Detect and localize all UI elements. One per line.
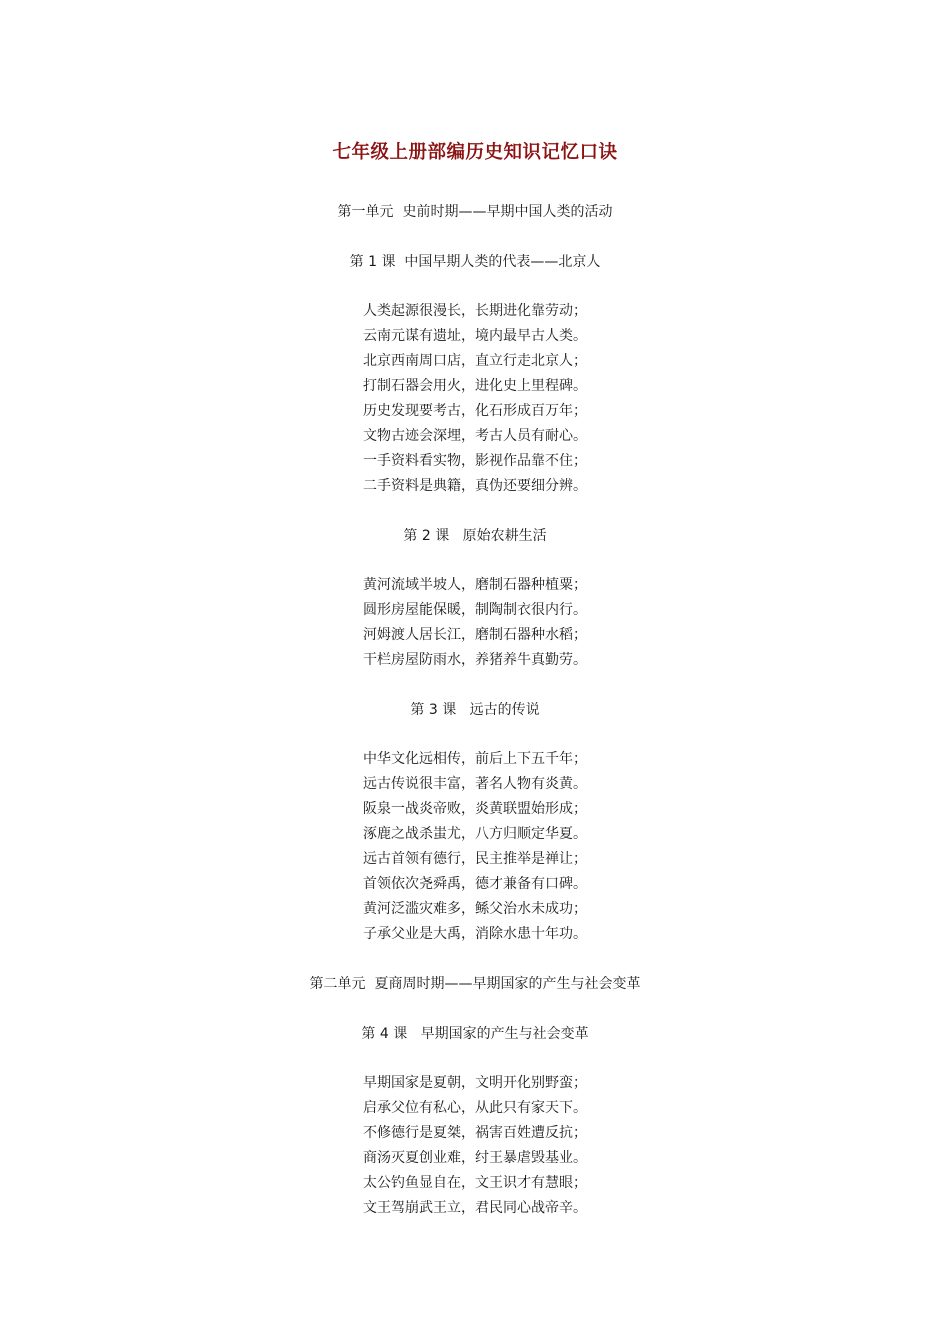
lesson-4-heading: 第 4 课 早期国家的产生与社会变革	[361, 1026, 589, 1042]
verse-line: 河姆渡人居长江，磨制石器种水稻；	[363, 627, 587, 643]
verse-line: 黄河流域半坡人，磨制石器种植粟；	[363, 577, 587, 593]
lesson-3-verse	[0, 747, 950, 947]
verse-line: 干栏房屋防雨水，养猪养牛真勤劳。	[363, 652, 587, 668]
verse-line: 远古传说很丰富，著名人物有炎黄。	[363, 776, 587, 792]
verse-line: 历史发现要考古，化石形成百万年；	[363, 403, 587, 419]
verse-line: 涿鹿之战杀蚩尤，八方归顺定华夏。	[363, 826, 587, 842]
verse-line: 早期国家是夏朝，文明开化别野蛮；	[363, 1075, 587, 1091]
verse-line: 云南元谋有遗址，境内最早古人类。	[363, 328, 587, 344]
unit-2-heading: 第二单元 夏商周时期——早期国家的产生与社会变革	[309, 976, 641, 992]
unit-1-heading: 第一单元 史前时期——早期中国人类的活动	[337, 204, 613, 220]
verse-line: 文王驾崩武王立，君民同心战帝辛。	[363, 1200, 587, 1216]
verse-line: 二手资料是典籍，真伪还要细分辨。	[363, 478, 587, 494]
verse-line: 阪泉一战炎帝败，炎黄联盟始形成；	[363, 801, 587, 817]
verse-line: 启承父位有私心，从此只有家天下。	[363, 1100, 587, 1116]
verse-line: 首领依次尧舜禹，德才兼备有口碑。	[363, 876, 587, 892]
lesson-2-heading: 第 2 课 原始农耕生活	[403, 528, 547, 544]
verse-line: 一手资料看实物，影视作品靠不住；	[363, 453, 587, 469]
document-title: 七年级上册部编历史知识记忆口诀	[332, 142, 618, 163]
verse-line: 中华文化远相传，前后上下五千年；	[363, 751, 587, 767]
lesson-1-heading: 第 1 课 中国早期人类的代表——北京人	[349, 254, 601, 270]
verse-line: 北京西南周口店，直立行走北京人；	[363, 353, 587, 369]
verse-line: 打制石器会用火，进化史上里程碑。	[363, 378, 587, 394]
verse-line: 太公钓鱼显自在，文王识才有慧眼；	[363, 1175, 587, 1191]
verse-line: 不修德行是夏桀，祸害百姓遭反抗；	[363, 1125, 587, 1141]
lesson-3-heading: 第 3 课 远古的传说	[410, 702, 540, 718]
verse-line: 人类起源很漫长，长期进化靠劳动；	[363, 303, 587, 319]
verse-line: 子承父业是大禹，消除水患十年功。	[363, 926, 587, 942]
lesson-2-verse	[0, 573, 950, 673]
lesson-4-verse	[0, 1071, 950, 1221]
verse-line: 远古首领有德行，民主推举是禅让；	[363, 851, 587, 867]
verse-line: 文物古迹会深埋，考古人员有耐心。	[363, 428, 587, 444]
verse-line: 商汤灭夏创业难，纣王暴虐毁基业。	[363, 1150, 587, 1166]
verse-line: 黄河泛滥灾难多，鲧父治水未成功；	[363, 901, 587, 917]
verse-line: 圆形房屋能保暖，制陶制衣很内行。	[363, 602, 587, 618]
lesson-1-verse	[0, 299, 950, 499]
